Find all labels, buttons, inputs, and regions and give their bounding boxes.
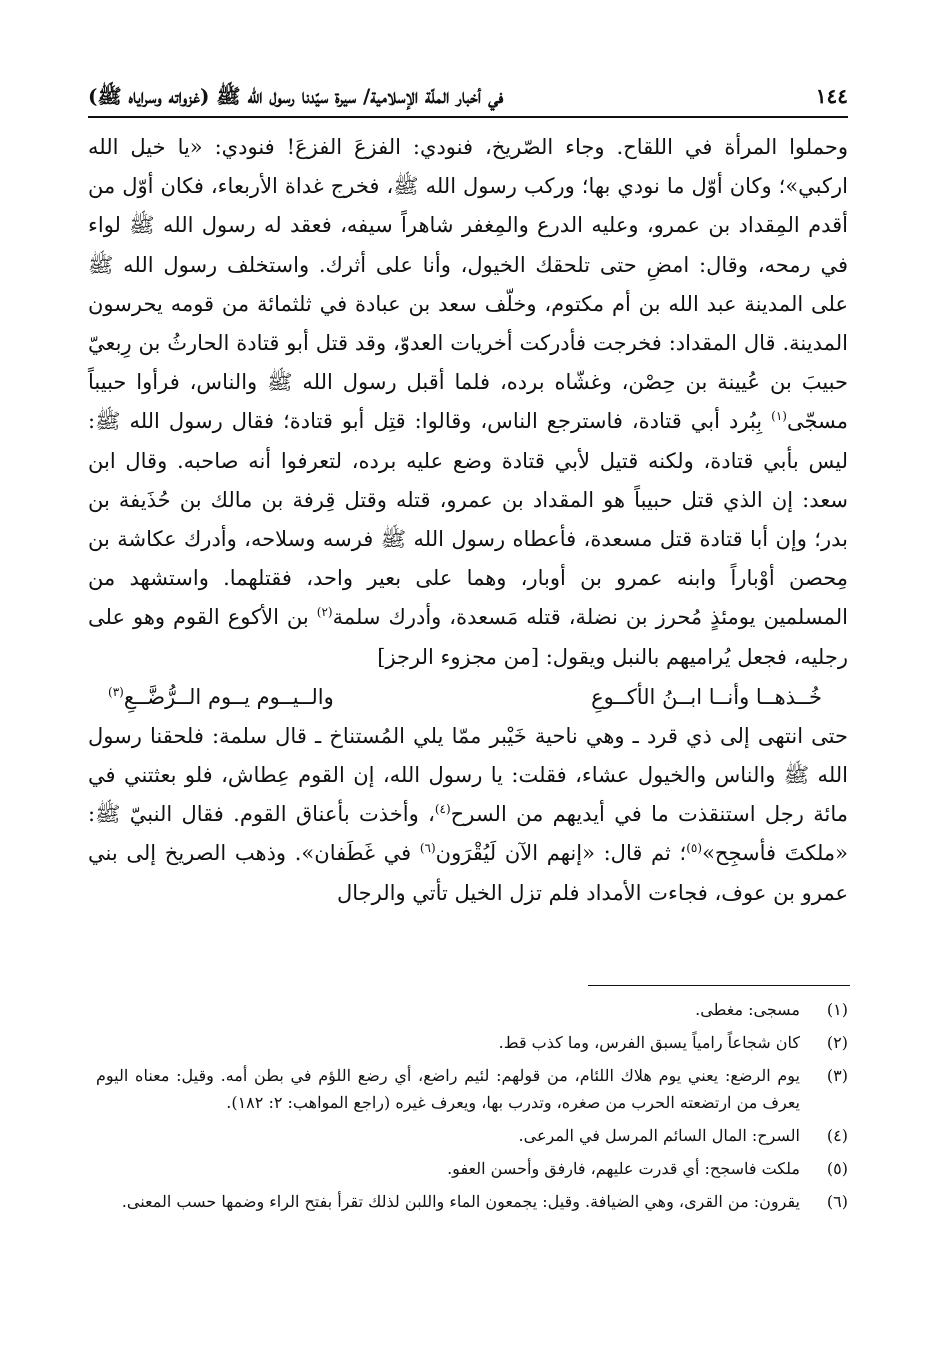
footnote-item — [96, 1062, 848, 1116]
paragraph-text: وحملوا المرأة في اللقاح. وجاء الصّريخ، فنودي: الفزعَ الفزعَ! فنودي: «يا خيل الله اركبي»؛ وكان أوّل ما نودي بها؛ وركب رسول الله ﷺ، فخرج غداة الأربعاء، فكان أوّل من أقدم المِقداد بن عمرو، وعليه الدرع والمِغفر شاهراً سيفه، فعقد له رسول الله ﷺ لواء في رمحه، وقال: امضِ حتى تلحقك الخيول، وأنا على أثرك. واستخلف رسول الله ﷺ على المدينة عبد الله بن أم مكتوم، وخلّف سعد بن عبادة في ثلثمائة من قومه يحرسون المدينة. قال المقداد: فخرجت فأدركت أخريات العدوّ، وقد قتل أبو قتادة الحارثُ بن رِبعيّ حبيبَ بن عُيينة بن حِصْن، وغشّاه برده، فلما أقبل رسول الله ﷺ والناس، فرأوا حبيباً مسجّى — [88, 135, 848, 434]
footnote-item — [96, 1029, 848, 1056]
footnote-ref: (٥) — [686, 841, 703, 856]
footnote-number: (٦) — [826, 1192, 848, 1211]
header-rule — [88, 116, 848, 118]
footnote-text: مسجى: مغطى. — [695, 1000, 800, 1019]
page-number: ١٤٤ — [815, 84, 848, 108]
footnote-number: (٢) — [826, 1033, 848, 1052]
footnote-item — [96, 1122, 848, 1149]
footnote-item — [96, 1155, 848, 1182]
main-text — [88, 128, 848, 913]
paragraph — [88, 717, 848, 913]
paragraph-text: في غَطَفان». وذهب الصريخ إلى بني عمرو بن عوف، فجاءت الأمداد فلم تزل الخيل تأتي والرجال — [88, 841, 848, 905]
footnote-separator — [588, 985, 850, 986]
paragraph-text: ، وأخذت بأعناق القوم. فقال النبيّ ﷺ: «ملكتَ فأسجِح» — [88, 802, 848, 866]
footnote-number: (٥) — [826, 1159, 848, 1178]
footnote-number: (٤) — [826, 1126, 848, 1145]
paragraph-text: بِبُرد أبي قتادة، فاسترجع الناس، وقالوا: قتِل أبو قتادة؛ فقال رسول الله ﷺ: ليس بأبي قتادة، ولكنه قتيل لأبي قتادة وضع عليه برده، لتعرفوا أنه صاحبه. وقال ابن سعد: إن الذي قتل حبيباً هو المقداد بن عمرو، قتله وقتل قِرفة بن مالك بن حُذَيفة بن بدر؛ وإن أبا قتادة قتل مسعدة، فأعطاه رسول الله ﷺ فرسه وسلاحه، وأدرك عكاشة بن مِحصن أوْباراً وابنه عمرو بن أوبار، وهما على بعير واحد، فقتلهما. واستشهد من المسلمين يومئذٍ مُحرز بن نضلة، قتله مَسعدة، وأدرك سلمة — [88, 409, 848, 630]
paragraph — [88, 128, 848, 677]
running-title: في أخبار الملّة الإسلامية/ سيرة سيّدنا رسول الله ﷺ (غزواته وسراياه ﷺ) — [88, 84, 504, 108]
footnote-number: (١) — [826, 1000, 848, 1019]
paragraph-text: ؛ ثم قال: «إنهم الآن لَيُقْرَون — [435, 841, 687, 866]
footnotes — [96, 996, 848, 1221]
footnote-number: (٣) — [826, 1066, 848, 1085]
verse-hemistich-right: خُــذهــا وأنــا ابــنُ الأكــوعِ — [591, 684, 822, 709]
poetry-verse — [88, 677, 848, 717]
verse-hemistich-left: والــيــوم يــوم الــرُّضَّــعِ$^{(٣)}$ — [108, 684, 334, 709]
footnote-item — [96, 996, 848, 1023]
footnote-text: السرح: المال السائم المرسل في المرعى. — [518, 1126, 800, 1145]
paragraph-text: حتى انتهى إلى ذي قرد ـ وهي ناحية خَيْبر ممّا يلي المُستناخ ـ قال سلمة: فلحقنا رسول الله ﷺ والناس والخيول عشاء، فقلت: يا رسول الله، إن القوم عِطاش، فلو بعثتني في مائة رجل استنقذت ما في أيديهم من السرح — [88, 723, 848, 827]
footnote-text: يقرون: من القرى، وهي الضيافة. وقيل: يجمعون الماء واللبن لذلك تقرأ بفتح الراء وضمها حسب المعنى. — [121, 1192, 800, 1211]
footnote-ref: (٦) — [419, 841, 436, 856]
footnote-text: كان شجاعاً رامياً يسبق الفرس، وما كذب قط. — [498, 1033, 800, 1052]
running-header — [88, 82, 848, 110]
footnote-text: ملكت فاسجح: أي قدرت عليهم، فارفق وأحسن العفو. — [447, 1159, 800, 1178]
footnote-ref: (٤) — [434, 802, 451, 817]
footnote-ref: (٣) — [108, 684, 124, 699]
book-page — [88, 82, 848, 913]
footnote-ref: (١) — [771, 409, 787, 424]
paragraph-text: بن الأكوع القوم وهو على رجليه، فجعل يُراميهم بالنبل ويقول: [من مجزوء الرجز] — [88, 605, 848, 669]
footnote-ref: (٢) — [316, 605, 333, 620]
footnote-item — [96, 1188, 848, 1215]
footnote-text: يوم الرضع: يعني يوم هلاك اللئام، من قولهم: لئيم راضع، أي رضع اللؤم في بطن أمه. وقيل: معناه اليوم يعرف من ارتضعته الحرب من صغره، وتدرب بها، ويعرف غيره (راجع المواهب: ٢: ١٨٢). — [96, 1066, 800, 1112]
